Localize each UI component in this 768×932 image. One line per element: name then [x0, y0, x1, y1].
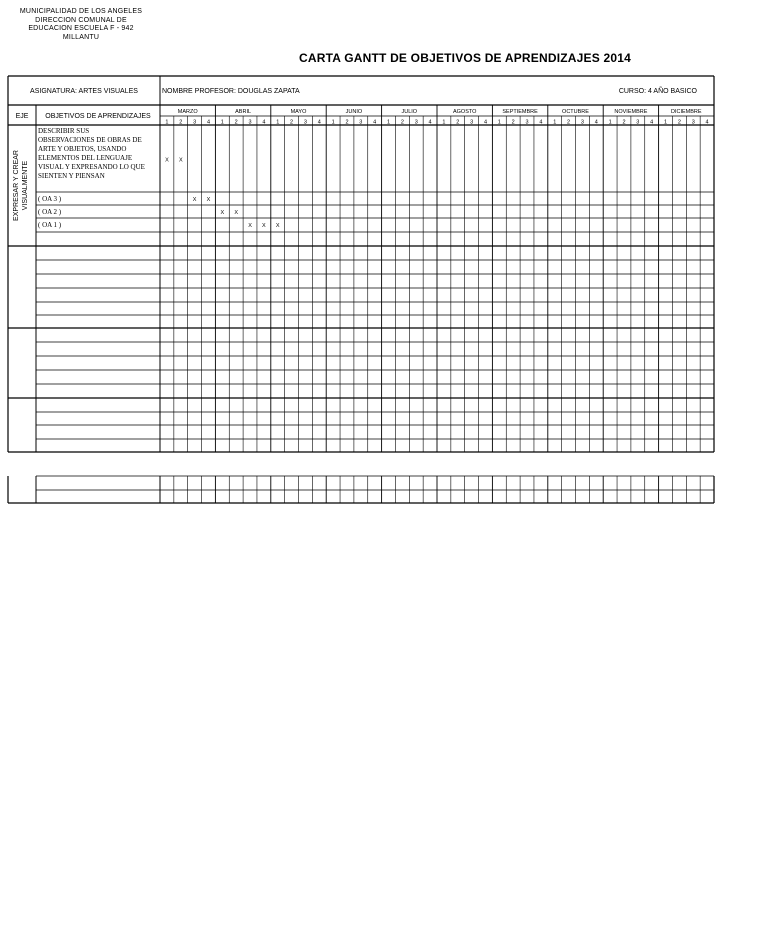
week-number: 2 [234, 119, 238, 126]
week-number: 2 [290, 119, 294, 126]
week-number: 2 [456, 119, 460, 126]
month-label: MARZO [177, 109, 198, 115]
week-number: 2 [677, 119, 681, 126]
header-line: EDUCACION ESCUELA F - 942 [28, 25, 134, 32]
week-number: 3 [193, 119, 197, 126]
gantt-mark: X [262, 223, 266, 229]
objective-text: ARTE Y OBJETOS, USANDO [38, 145, 127, 153]
week-number: 3 [470, 119, 474, 126]
objective-text: ( OA 2 ) [38, 208, 62, 216]
objetivos-column-header: OBJETIVOS DE APRENDIZAJES [45, 113, 151, 120]
gantt-mark: X [206, 197, 211, 203]
week-number: 2 [179, 119, 183, 126]
week-number: 1 [386, 119, 391, 126]
month-label: JULIO [401, 109, 418, 115]
month-label: OCTUBRE [562, 109, 589, 115]
objective-text: ( OA 1 ) [38, 221, 62, 229]
header-line: DIRECCION COMUNAL DE [35, 16, 127, 24]
week-number: 4 [428, 119, 432, 126]
gantt-mark: X [275, 223, 280, 229]
week-number: 2 [345, 119, 349, 126]
week-number: 3 [580, 119, 584, 126]
curso-label: CURSO: 4 AÑO BASICO [618, 88, 697, 95]
week-number: 4 [650, 119, 654, 126]
week-number: 3 [359, 119, 363, 126]
objective-text: ELEMENTOS DEL LENGUAJE [38, 154, 133, 162]
month-label: JUNIO [345, 109, 363, 115]
week-number: 4 [206, 119, 211, 126]
week-number: 4 [705, 119, 709, 126]
week-number: 1 [220, 119, 224, 126]
eje-label: EXPRESAR Y CREAR [13, 150, 20, 221]
week-number: 3 [248, 119, 252, 126]
month-label: MAYO [290, 109, 307, 115]
asignatura-label: ASIGNATURA: ARTES VISUALES [30, 88, 138, 95]
month-label: NOVIEMBRE [614, 109, 648, 115]
gantt-mark: X [220, 210, 225, 216]
eje-column-header: EJE [15, 113, 29, 120]
gantt-mark: X [178, 157, 183, 164]
week-number: 2 [567, 119, 571, 126]
objective-text: VISUAL Y EXPRESANDO LO QUE [38, 163, 145, 171]
eje-label: VISUALMENTE [22, 160, 29, 211]
month-label: ABRIL [235, 109, 252, 115]
week-number: 2 [511, 119, 515, 126]
week-number: 4 [594, 119, 598, 126]
week-number: 4 [262, 119, 266, 126]
week-number: 1 [331, 119, 335, 126]
week-number: 4 [483, 119, 488, 126]
gantt-mark: X [248, 223, 252, 229]
profesor-label: NOMBRE PROFESOR: DOUGLAS ZAPATA [162, 88, 300, 95]
week-number: 3 [691, 119, 695, 126]
week-number: 4 [373, 119, 377, 126]
week-number: 1 [276, 119, 280, 126]
month-label: DICIEMBRE [671, 109, 702, 115]
gantt-mark: X [234, 210, 239, 216]
week-number: 1 [553, 119, 557, 126]
header-line: MILLANTU [62, 33, 100, 41]
gantt-mark: X [192, 197, 197, 203]
week-number: 4 [539, 119, 543, 126]
week-number: 4 [317, 119, 321, 126]
objective-text: DESCRIBIR SUS [38, 127, 90, 135]
week-number: 2 [622, 119, 626, 126]
objective-text: OBSERVACIONES DE OBRAS DE [38, 136, 142, 144]
month-label: AGOSTO [452, 109, 477, 115]
week-number: 1 [608, 119, 612, 126]
objective-text: SIENTEN Y PIENSAN [38, 172, 105, 180]
page-title-text: CARTA GANTT DE OBJETIVOS DE APRENDIZAJES 2014 [299, 51, 631, 65]
week-number: 3 [525, 119, 529, 126]
week-number: 1 [663, 119, 668, 126]
week-number: 2 [400, 119, 404, 126]
gantt-mark: X [165, 157, 169, 164]
week-number: 3 [303, 119, 307, 126]
week-number: 3 [414, 119, 418, 126]
header-line: MUNICIPALIDAD DE LOS ANGELES [19, 8, 143, 15]
week-number: 1 [442, 119, 446, 126]
month-label: SEPTIEMBRE [502, 109, 538, 115]
week-number: 1 [497, 119, 501, 126]
week-number: 3 [636, 119, 640, 126]
week-number: 1 [165, 119, 169, 126]
objective-text: ( OA 3 ) [38, 195, 62, 203]
